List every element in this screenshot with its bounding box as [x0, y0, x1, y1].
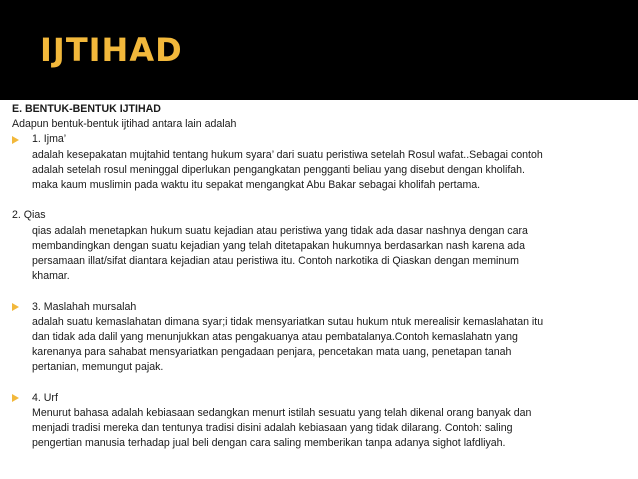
ijma-line-1: adalah kesepakatan mujtahid tentang hukum syara’ dari suatu peristiwa setelah Rosul wafat..Sebagai contoh — [32, 148, 543, 161]
slide-title: IJTIHAD — [40, 31, 183, 69]
maslahah-line-2: dan tidak ada dalil yang menunjukkan atas pengakuanya atau pembatalanya.Contoh kemaslahatn yang — [32, 331, 518, 344]
ijma-line-3: maka kaum muslimin pada waktu itu sepakat mengangkat Abu Bakar sebagai kholifah pertama. — [32, 179, 481, 192]
qias-line-4: khamar. — [32, 270, 70, 283]
qias-line-1: qias adalah menetapkan hukum suatu kejadian atau peristiwa yang tidak ada dasar nashnya dengan cara — [32, 224, 528, 237]
spacer — [12, 284, 634, 299]
spacer — [12, 376, 634, 391]
bullet-arrow-icon — [12, 303, 19, 311]
qias-line-3: persamaan illat/sifat diantara kejadian atau peristiwa itu. Contoh narkotika di Qiaskan dengan meminum — [32, 255, 519, 268]
maslahah-label: 3. Maslahah mursalah — [32, 300, 137, 313]
qias-label: 2. Qias — [12, 209, 46, 222]
maslahah-line-3: karenanya para sahabat mensyariatkan pengadaan penjara, pencetakan mata uang, penetapan tanah — [32, 346, 512, 359]
list-item-maslahah — [12, 300, 634, 315]
list-item-ijma — [12, 132, 634, 147]
maslahah-line-1: adalah suatu kemaslahatan dimana syar;i tidak mensyariatkan sutau hukum ntuk merealisir kemaslahatan itu — [32, 315, 544, 328]
slide-body — [12, 102, 634, 452]
urf-line-3: pengertian manusia terhadap jual beli dengan cara saling memberikan tanpa adanya sighot lafdliyah. — [32, 437, 506, 450]
urf-line-1: Menurut bahasa adalah kebiasaan sedangkan menurt istilah sesuatu yang telah dikenal orang banyak dan — [32, 407, 532, 420]
urf-line-2: menjadi tradisi mereka dan tentunya tradisi disini adalah kebiasaan yang tidak dilarang. Contoh: saling — [32, 422, 513, 435]
intro-text: Adapun bentuk-bentuk ijtihad antara lain adalah — [12, 118, 237, 131]
urf-label: 4. Urf — [32, 391, 58, 404]
ijma-label: 1. Ijma’ — [32, 133, 67, 146]
qias-line-2: membandingkan dengan suatu kejadian yang telah ditetapakan hukumnya berdasarkan nash karena ada — [32, 239, 525, 252]
list-item-urf — [12, 391, 634, 406]
bullet-arrow-icon — [12, 394, 19, 402]
maslahah-line-4: pertanian, memungut pajak. — [32, 361, 164, 374]
section-heading: E. BENTUK-BENTUK IJTIHAD — [12, 103, 161, 115]
ijma-line-2: adalah setelah rosul meninggal diperlukan pengangkatan pengganti beliau yang disebut dengan kholifah. — [32, 163, 525, 176]
spacer — [12, 193, 634, 208]
bullet-arrow-icon — [12, 136, 19, 144]
title-bar — [0, 0, 638, 100]
